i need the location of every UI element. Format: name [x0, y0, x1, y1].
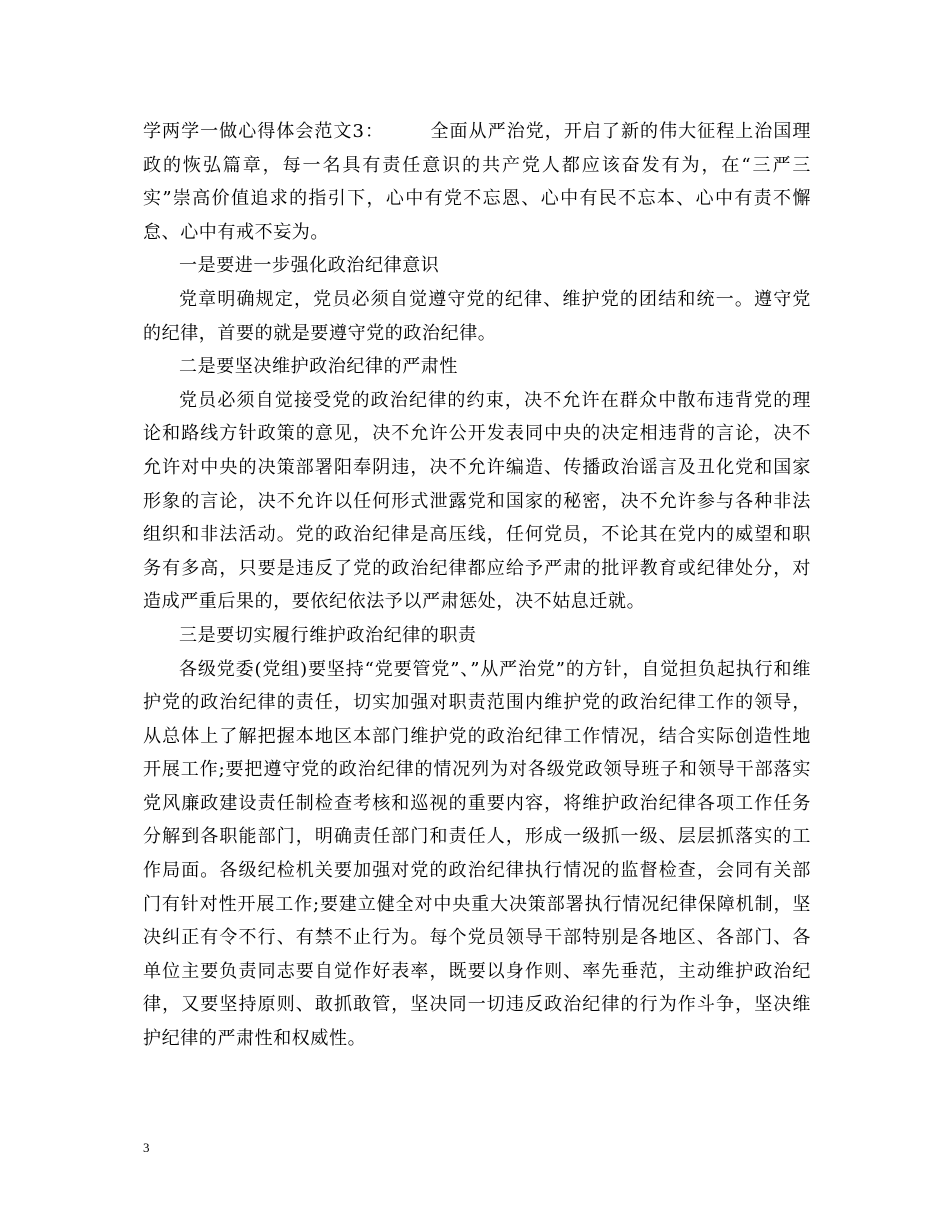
section-body-1: 党章明确规定，党员必须自觉遵守党的纪律、维护党的团结和统一。遵守党的纪律，首要的就是要遵守党的政治纪律。 [143, 288, 811, 344]
section-body-2: 党员必须自觉接受党的政治纪律的约束，决不允许在群众中散布违背党的理论和路线方针政策的意见，决不允许公开发表同中央的决定相违背的言论，决不允许对中央的决策部署阳奉阴违，决不允许编造、传播政治谣言及丑化党和国家形象的言论，决不允许以任何形式泄露党和国家的秘密，决不允许参与各种非法组织和非法活动。党的政治纪律是高压线，任何党员，不论其在党内的威望和职务有多高，只要是违反了党的政治纪律都应给予严肃的批评教育或纪律处分，对造成严重后果的，要依纪依法予以严肃惩处，决不姑息迁就。 [143, 389, 811, 613]
section-heading-3: 三是要切实履行维护政治纪律的职责 [179, 624, 477, 646]
intro-title: 学两学一做心得体会范文3： [143, 121, 385, 142]
page-number: 3 [143, 1140, 150, 1155]
section-heading-2: 二是要坚决维护政治纪律的严肃性 [179, 356, 458, 378]
section-body-3: 各级党委(党组)要坚持“党要管党”、”从严治党”的方针，自觉担负起执行和维护党的政治纪律的责任，切实加强对职责范围内维护党的政治纪律工作的领导，从总体上了解把握本地区本部门维护党的政治纪律工作情况，结合实际创造性地开展工作;要把遵守党的政治纪律的情况列为对各级党政领导班子和领导干部落实党风廉政建设责任制检查考核和巡视的重要内容，将维护政治纪律各项工作任务分解到各职能部门，明确责任部门和责任人，形成一级抓一级、层层抓落实的工作局面。各级纪检机关要加强对党的政治纪律执行情况的监督检查，会同有关部门有针对性开展工作;要建立健全对中央重大决策部署执行情况纪律保障机制，坚决纠正有令不行、有禁不止行为。每个党员领导干部特别是各地区、各部门、各单位主要负责同志要自觉作好表率，既要以身作则、率先垂范，主动维护政治纪律，又要坚持原则、敢抓敢管，坚决同一切违反政治纪律的行为作斗争，坚决维护纪律的严肃性和权威性。 [143, 658, 811, 1050]
document-body [143, 115, 811, 1056]
intro-paragraph [143, 115, 811, 249]
intro-text: 全面从严治党，开启了新的伟大征程上治国理政的恢弘篇章，每一名具有责任意识的共产党人都应该奋发有为，在“三严三实”崇高价值追求的指引下，心中有党不忘恩、心中有民不忘本、心中有责不懈怠、心中有戒不妄为。 [143, 121, 811, 243]
section-heading-1: 一是要进一步强化政治纪律意识 [179, 255, 440, 277]
